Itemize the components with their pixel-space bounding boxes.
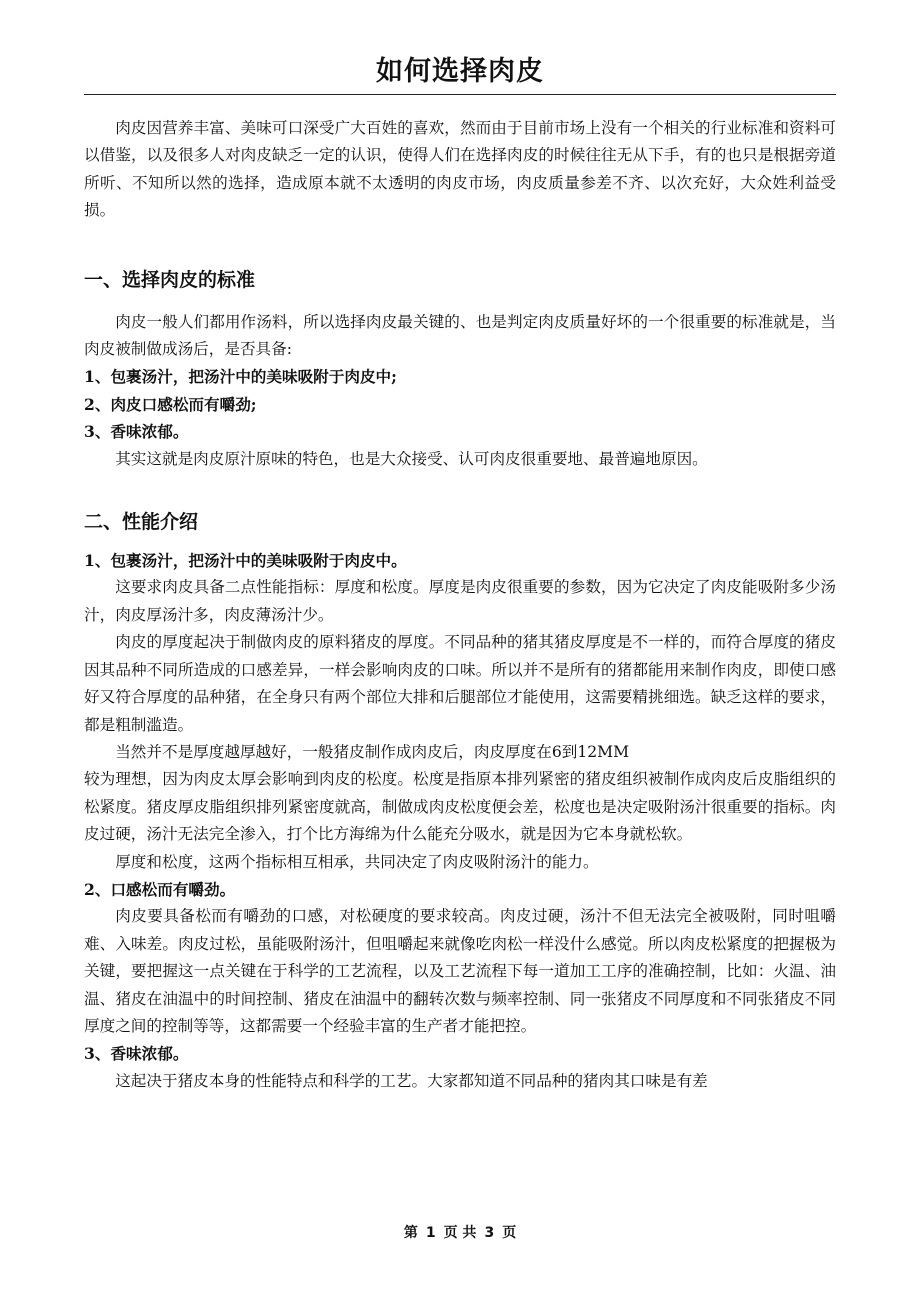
footer-page-number: 1 [425, 1225, 436, 1241]
page-footer [0, 1222, 920, 1242]
watermark: www.zixin.com.cn [500, 598, 856, 642]
section1-closing: 其实这就是肉皮原汁原味的特色，也是大众接受、认可肉皮很重要地、最普遍地原因。 [115, 449, 708, 468]
section1-paragraph: 肉皮一般人们都用作汤料，所以选择肉皮最关键的、也是判定肉皮质量好坏的一个很重要的标准就是，当肉皮被制做成汤后，是否具备: [84, 312, 836, 359]
section2-paragraph-6: 这起决于猪皮本身的性能特点和科学的工艺。大家都知道不同品种的猪肉其口味是有差 [115, 1071, 708, 1090]
footer-suffix: 页 [502, 1225, 517, 1241]
section2-subheading-3: 3、香味浓郁。 [84, 1044, 189, 1064]
section2-subheading-2: 2、口感松而有嚼劲。 [84, 879, 236, 899]
section2-paragraph-1: 这要求肉皮具备二点性能指标：厚度和松度。厚度是肉皮很重要的参数，因为它决定了肉皮能吸附多少汤汁，肉皮厚汤汁多，肉皮薄汤汁少。 [84, 578, 836, 624]
footer-total-pages: 3 [484, 1225, 495, 1241]
footer-middle: 页 共 [443, 1225, 477, 1241]
section2-paragraph-2: 肉皮的厚度起决于制做肉皮的原料猪皮的厚度。不同品种的猪其猪皮厚度是不一样的，而符合厚度的猪皮因其品种不同所造成的口感差异，一样会影响肉皮的口味。所以并不是所有的猪都能用来制作肉皮，即使口感好又符合厚度的品种猪，在全身只有两个部位大排和后腿部位才能使用，这需要精挑细选。缺乏这样的要求，都是粗制滥造。 [84, 633, 836, 734]
section2-heading: 二、性能介绍 [84, 511, 199, 534]
section2-paragraph-3a: 当然并不是厚度越厚越好，一般猪皮制作成肉皮后，肉皮厚度在6到12MM [115, 742, 630, 761]
section1-heading: 一、选择肉皮的标准 [84, 268, 256, 291]
footer-prefix: 第 [403, 1225, 418, 1241]
intro-paragraph: 肉皮因营养丰富、美味可口深受广大百姓的喜欢，然而由于目前市场上没有一个相关的行业标准和资料可以借鉴，以及很多人对肉皮缺乏一定的认识，使得人们在选择肉皮的时候往往无从下手，有的也只是根据旁道所听、不知所以然的选择，造成原本就不太透明的肉皮市场，肉皮质量参差不齐、以次充好，大众姓利益受损。 [84, 119, 836, 220]
section2-paragraph-5: 肉皮要具备松而有嚼劲的口感，对松硬度的要求较高。肉皮过硬，汤汁不但无法完全被吸附，同时咀嚼难、入味差。肉皮过松，虽能吸附汤汁，但咀嚼起来就像吃肉松一样没什么感觉。所以肉皮松紧度的把握极为关键，要把握这一点关键在于科学的工艺流程，以及工艺流程下每一道加工工序的准确控制，比如：火温、油温、猪皮在油温中的时间控制、猪皮在油温中的翻转次数与频率控制、同一张猪皮不同厚度和不同张猪皮不同厚度之间的控制等等，这都需要一个经验丰富的生产者才能把控。 [84, 907, 836, 1035]
section2-paragraph-4: 厚度和松度，这两个指标相互相承，共同决定了肉皮吸附汤汁的能力。 [115, 852, 599, 871]
section1-item-2: 2、肉皮口感松而有嚼劲; [84, 394, 257, 414]
section1-item-1: 1、包裹汤汁，把汤汁中的美味吸附于肉皮中; [84, 367, 397, 387]
section2-subheading-1: 1、包裹汤汁，把汤汁中的美味吸附于肉皮中。 [84, 551, 407, 571]
section1-item-3: 3、香味浓郁。 [84, 422, 189, 442]
title-rule [84, 94, 836, 95]
section2-paragraph-3b: 较为理想，因为肉皮太厚会影响到肉皮的松度。松度是指原本排列紧密的猪皮组织被制作成肉皮后皮脂组织的松紧度。猪皮厚皮脂组织排列紧密度就高，制做成肉皮松度便会差，松度也是决定吸附汤汁很重要的指标。肉皮过硬，汤汁无法完全渗入，打个比方海绵为什么能充分吸水，就是因为它本身就松软。 [84, 770, 836, 844]
document-title: 如何选择肉皮 [376, 56, 544, 87]
document-page [84, 52, 836, 1095]
